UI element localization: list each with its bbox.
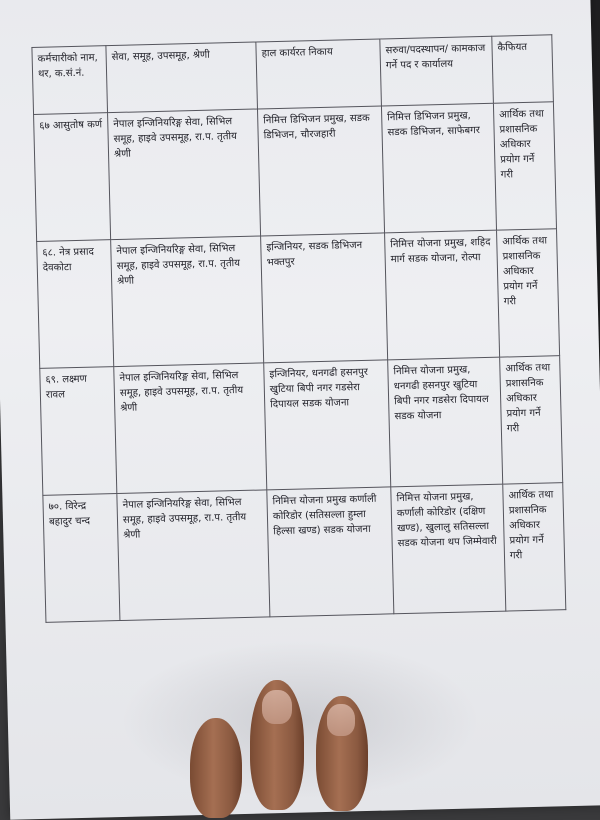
fingernail-middle: [262, 690, 292, 724]
remarks-cell: आर्थिक तथा प्रशासनिक अधिकार प्रयोग गर्ने गरी: [500, 356, 563, 484]
transfer-table: [31, 34, 566, 623]
current-office-cell: इन्जिनियर, धनगढी हसनपुर खुटिया बिपी नगर गडसेरा दिपायल सडक योजना: [264, 360, 391, 490]
table-row: [34, 102, 557, 242]
table-header-row: [32, 35, 553, 115]
transfer-cell: निमित्त योजना प्रमुख, शहिद मार्ग सडक योजना, रोल्पा: [385, 230, 500, 360]
table-row: [43, 483, 566, 623]
serial-number: ६८.: [42, 247, 57, 259]
employee-name: विरेन्द्र बहादुर चन्द: [48, 500, 91, 528]
remarks-cell: आर्थिक तथा प्रशासनिक अधिकार प्रयोग गर्ने गरी: [497, 229, 560, 357]
current-office-cell: निमित्त डिभिजन प्रमुख, सडक डिभिजन, चौरजहारी: [257, 106, 384, 236]
transfer-cell: निमित्त डिभिजन प्रमुख, सडक डिभिजन, साफेबगर: [381, 103, 496, 233]
service-cell: नेपाल इन्जिनियरिङ्ग सेवा, सिभिल समूह, हाइवे उपसमूह, रा.प. तृतीय श्रेणी: [111, 236, 264, 367]
employee-cell: [34, 113, 111, 242]
employee-name: लक्ष्मण रावल: [45, 373, 87, 401]
current-office-cell: इन्जिनियर, सडक डिभिजन भक्तपुर: [261, 233, 388, 363]
header-remarks: कैफियत: [492, 35, 554, 103]
employee-cell: [43, 494, 120, 623]
fingernail-right: [327, 704, 355, 736]
transfer-table-container: [31, 34, 565, 623]
header-current-office: हाल कार्यरत निकाय: [256, 39, 382, 109]
header-transfer-post: सरुवा/पदस्थापन/ कामकाज गर्ने पद र कार्यालय: [380, 36, 494, 106]
service-cell: नेपाल इन्जिनियरिङ्ग सेवा, सिभिल समूह, हाइवे उपसमूह, रा.प. तृतीय श्रेणी: [117, 490, 270, 621]
employee-name: नेत्र प्रसाद देवकोटा: [42, 246, 94, 274]
header-service-group: सेवा, समूह, उपसमूह, श्रेणी: [106, 42, 258, 113]
remarks-cell: आर्थिक तथा प्रशासनिक अधिकार प्रयोग गर्ने गरी: [493, 102, 556, 230]
serial-number: ६७: [39, 120, 50, 132]
employee-cell: [40, 367, 117, 496]
current-office-cell: निमित्त योजना प्रमुख कर्णाली कोरिडोर (सतिसल्ला हुम्ला हिल्सा खण्ड) सडक योजना: [267, 487, 394, 617]
service-cell: नेपाल इन्जिनियरिङ्ग सेवा, सिभिल समूह, हाइवे उपसमूह, रा.प. तृतीय श्रेणी: [114, 363, 267, 494]
serial-number: ७०.: [48, 501, 63, 513]
transfer-cell: निमित्त योजना प्रमुख, कर्णाली कोरिडोर (दक्षिण खण्ड), खुलालु सतिसल्ला सडक योजना थप जिम्मेवारी: [391, 484, 506, 614]
remarks-cell: आर्थिक तथा प्रशासनिक अधिकार प्रयोग गर्ने गरी: [503, 483, 566, 611]
transfer-cell: निमित्त योजना प्रमुख, धनगढी हसनपुर खुटिया बिपी नगर गडसेरा दिपायल सडक योजना: [388, 357, 503, 487]
finger-left: [190, 718, 242, 818]
service-cell: नेपाल इन्जिनियरिङ्ग सेवा, सिभिल समूह, हाइवे उपसमूह, रा.प. तृतीय श्रेणी: [108, 109, 261, 240]
employee-name: आसुतोष कर्ण: [52, 119, 103, 132]
employee-cell: [37, 240, 114, 369]
table-row: [37, 229, 560, 369]
table-row: [40, 356, 563, 496]
header-employee-name: कर्मचारीको नाम, थर, क.सं.नं.: [32, 46, 108, 115]
serial-number: ६९.: [45, 374, 60, 386]
